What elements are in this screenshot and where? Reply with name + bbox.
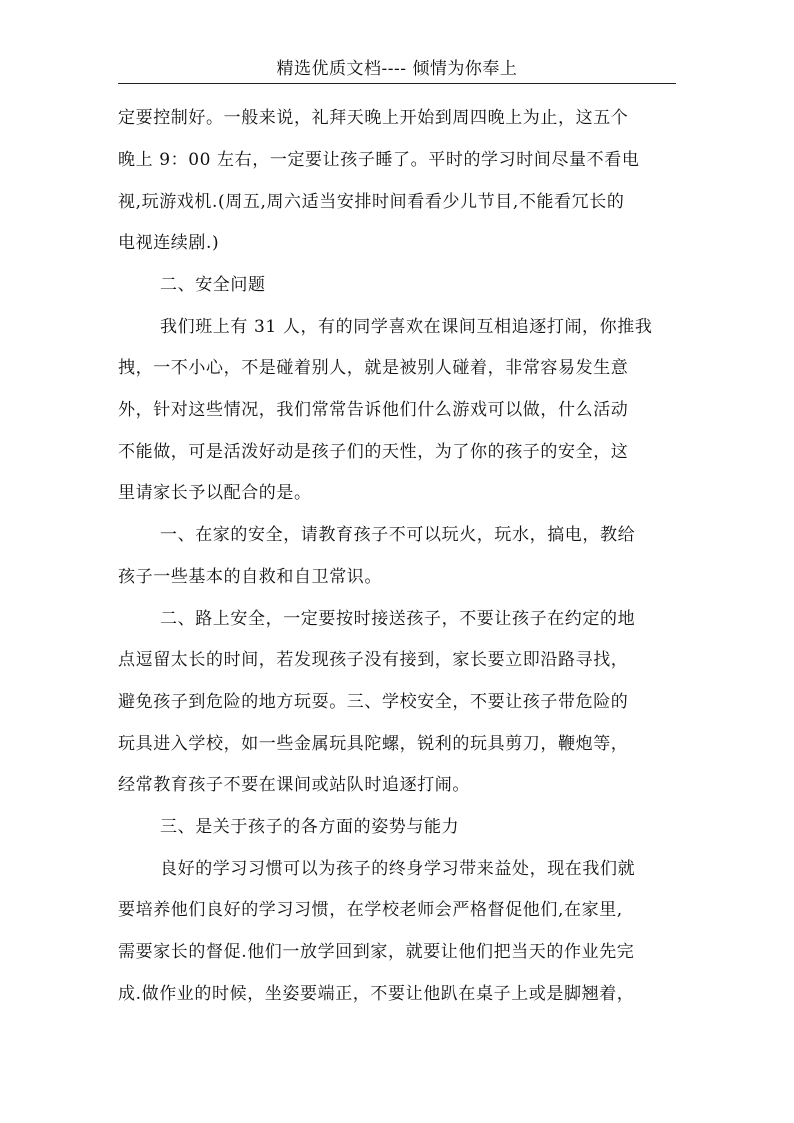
paragraph-line: 成.做作业的时候，坐姿要端正，不要让他趴在桌子上或是脚翘着， xyxy=(118,984,635,1004)
paragraph-line: 经常教育孩子不要在课间或站队时追逐打闹。 xyxy=(118,775,470,795)
paragraph-line: 避免孩子到危险的地方玩耍。三、学校安全，不要让孩子带危险的 xyxy=(118,692,629,712)
paragraph-line: 我们班上有 31 人，有的同学喜欢在课间互相追逐打闹，你推我 xyxy=(160,317,653,337)
paragraph-line: 视,玩游戏机.(周五,周六适当安排时间看看少儿节目,不能看冗长的 xyxy=(118,192,625,212)
page-header: 精选优质文档---- 倾情为你奉上 xyxy=(276,59,518,79)
paragraph-line: 电视连续剧.) xyxy=(118,233,220,253)
paragraph-line: 需要家长的督促.他们一放学回到家，就要让他们把当天的作业先完 xyxy=(118,942,635,962)
section-heading: 三、是关于孩子的各方面的姿势与能力 xyxy=(160,817,460,837)
paragraph-line: 孩子一些基本的自救和自卫常识。 xyxy=(118,567,382,587)
paragraph-line: 外，针对这些情况，我们常常告诉他们什么游戏可以做，什么活动 xyxy=(118,400,629,420)
section-heading: 二、安全问题 xyxy=(160,275,266,295)
paragraph-line: 玩具进入学校，如一些金属玩具陀螺，锐利的玩具剪刀，鞭炮等， xyxy=(118,734,629,754)
header-divider xyxy=(118,83,676,84)
paragraph-line: 点逗留太长的时间，若发现孩子没有接到，家长要立即沿路寻找， xyxy=(118,650,629,670)
paragraph-line: 晚上 9：00 左右，一定要让孩子睡了。平时的学习时间尽量不看电 xyxy=(118,150,640,170)
paragraph-line: 拽，一不小心，不是碰着别人，就是被别人碰着，非常容易发生意 xyxy=(118,358,629,378)
paragraph-line: 一、在家的安全，请教育孩子不可以玩火，玩水，搞电，教给 xyxy=(160,525,636,545)
paragraph-line: 不能做，可是活泼好动是孩子们的天性，为了你的孩子的安全，这 xyxy=(118,442,629,462)
paragraph-line: 良好的学习习惯可以为孩子的终身学习带来益处，现在我们就 xyxy=(160,859,636,879)
paragraph-line: 定要控制好。一般来说，礼拜天晚上开始到周四晚上为止，这五个 xyxy=(118,108,629,128)
paragraph-line: 里请家长予以配合的是。 xyxy=(118,483,312,503)
paragraph-line: 要培养他们良好的学习习惯，在学校老师会严格督促他们,在家里, xyxy=(118,900,623,920)
paragraph-line: 二、路上安全，一定要按时接送孩子，不要让孩子在约定的地 xyxy=(160,609,636,629)
